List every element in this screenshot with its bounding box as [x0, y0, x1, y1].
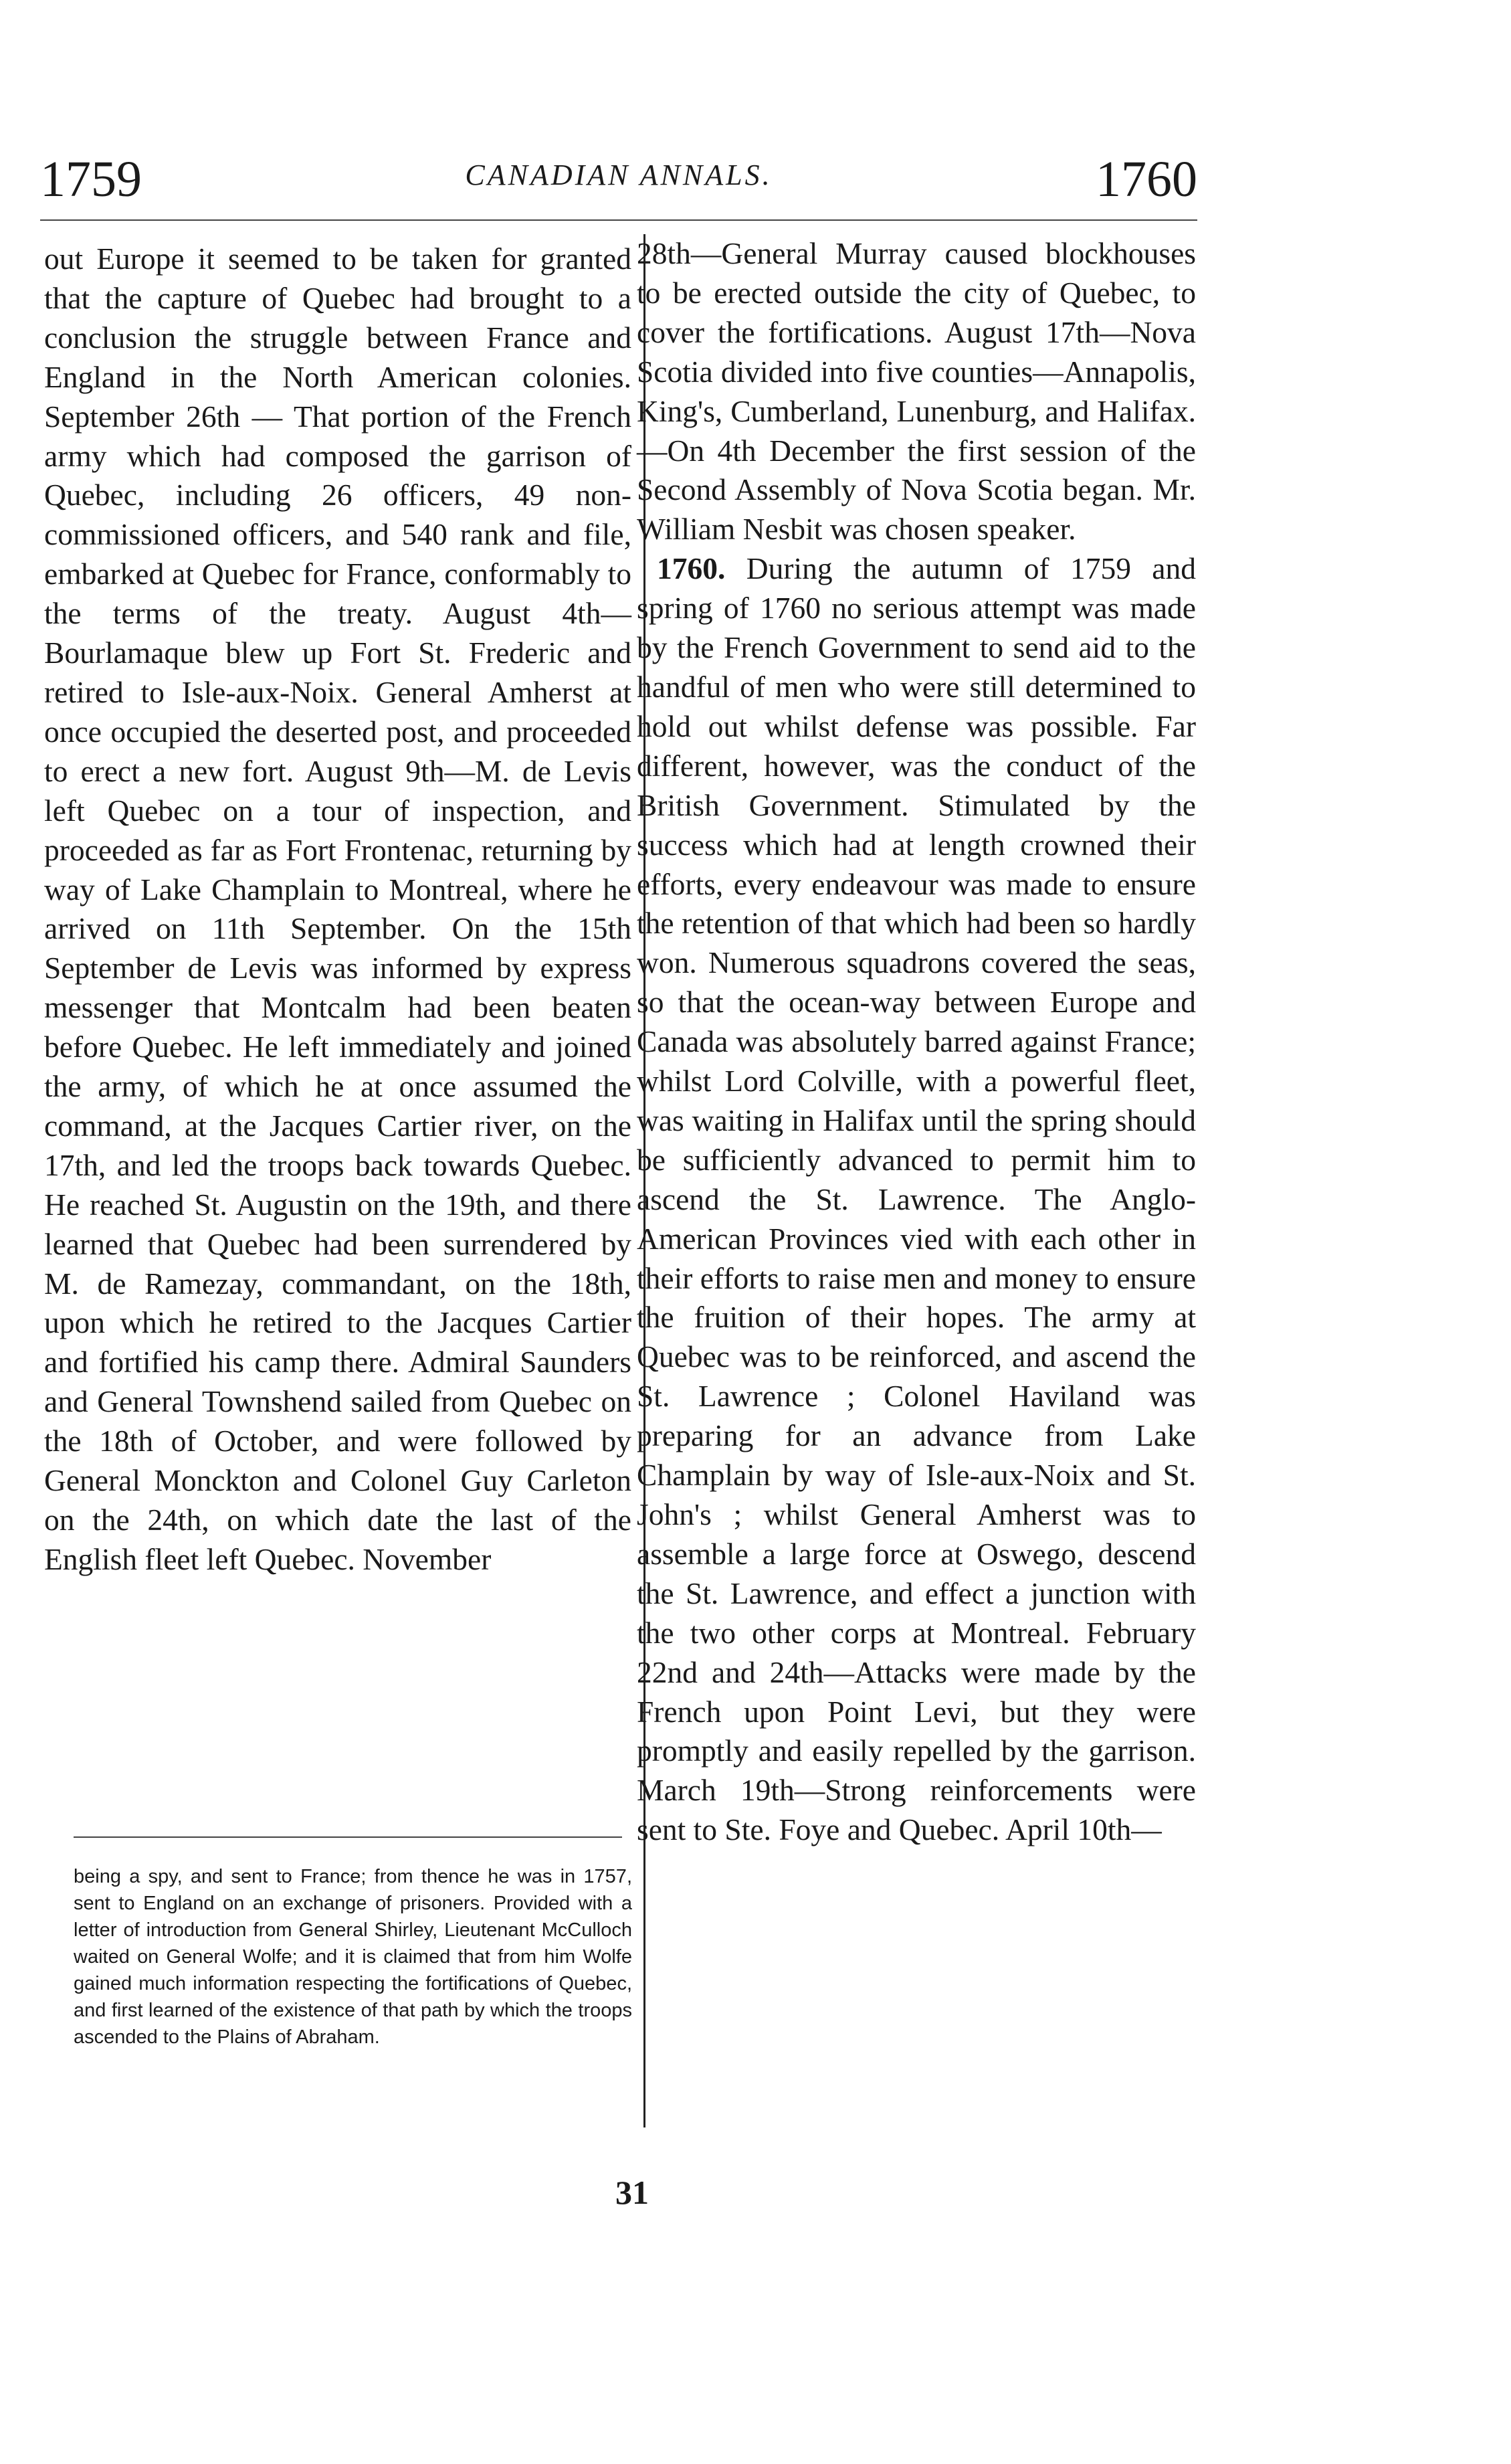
- right-column-paragraph-1: 28th—General Murray caused blockhouses to be erected outside the city of Quebec, to cover the fortifications. August 17th—Nova Scotia divided into five counties—Annapolis, King's, Cumberland, Lunenburg, and Halifax.—On 4th December the first session of the Second Assembly of Nova Scotia began. Mr. William Nesbit was chosen speaker.: [637, 236, 1196, 547]
- year-heading-1760: 1760.: [657, 551, 726, 586]
- footnote: being a spy, and sent to France; from thence he was in 1757, sent to England on an exchange of prisoners. Provided with a letter of introduction from General Shirley, Lieutenant McCulloch waited on General Wolfe; and it is claimed that from him Wolfe gained much information respecting the fortifications of Quebec, and first learned of the existence of that path by which the troops ascended to the Plains of Abraham.: [74, 1866, 632, 2048]
- right-column: [637, 234, 1196, 1850]
- page-number: 31: [615, 2174, 649, 2211]
- header-year-left: 1759: [40, 151, 142, 207]
- page-header: [40, 146, 1197, 213]
- left-column-text: out Europe it seemed to be taken for granted that the capture of Quebec had brought to a conclusion the struggle between France and England in the North American colonies. September 26th — That portion of the French army which had composed the garrison of Quebec, including 26 officers, 49 non-commissioned officers, and 540 rank and file, embarked at Quebec for France, conformably to the terms of the treaty. August 4th—Bourlamaque blew up Fort St. Frederic and retired to Isle-aux-Noix. General Amherst at once occupied the deserted post, and proceeded to erect a new fort. August 9th—M. de Levis left Quebec on a tour of inspection, and proceeded as far as Fort Frontenac, returning by way of Lake Champlain to Montreal, where he arrived on 11th September. On the 15th September de Levis was informed by express messenger that Montcalm had been beaten before Quebec. He left immediately and joined the army, of which he at once assumed the command, at the Jacques Cartier river, on the 17th, and led the troops back towards Quebec. He reached St. Augustin on the 19th, and there learned that Quebec had been surrendered by M. de Ramezay, commandant, on the 18th, upon which he retired to the Jacques Cartier and fortified his camp there. Admiral Saunders and General Townshend sailed from Quebec on the 18th of October, and were followed by General Monckton and Colonel Guy Carleton on the 24th, on which date the last of the English fleet left Quebec. November: [44, 242, 631, 1576]
- running-title: CANADIAN ANNALS.: [465, 159, 773, 191]
- right-column-paragraph-2-text: During the autumn of 1759 and spring of 1760 no serious attempt was made by the French Government to send aid to the handful of men who were still determined to hold out whilst defense was possible. Far different, however, was the conduct of the British Government. Stimulated by the success which had at length crowned their efforts, every endeavour was made to ensure the retention of that which had been so hardly won. Numerous squadrons covered the seas, so that the ocean-way between Europe and Canada was absolutely barred against France; whilst Lord Colville, with a powerful fleet, was waiting in Halifax until the spring should be sufficiently advanced to permit him to ascend the St. Lawrence. The Anglo-American Provinces vied with each other in their efforts to raise men and money to ensure the fruition of their hopes. The army at Quebec was to be reinforced, and ascend the St. Lawrence ; Colonel Haviland was preparing for an advance from Lake Champlain by way of Isle-aux-Noix and St. John's ; whilst General Amherst was to assemble a large force at Oswego, descend the St. Lawrence, and effect a junction with the two other corps at Montreal. February 22nd and 24th—Attacks were made by the French upon Point Levi, but they were promptly and easily repelled by the garrison. March 19th—Strong reinforcements were sent to Ste. Foye and Quebec. April 10th—: [637, 551, 1196, 1847]
- header-rule: [40, 219, 1197, 221]
- footnote-rule: [74, 1836, 622, 1838]
- header-year-right: 1760: [1096, 151, 1197, 207]
- right-column-paragraph-2: [637, 549, 1196, 1850]
- left-column: [44, 240, 631, 1580]
